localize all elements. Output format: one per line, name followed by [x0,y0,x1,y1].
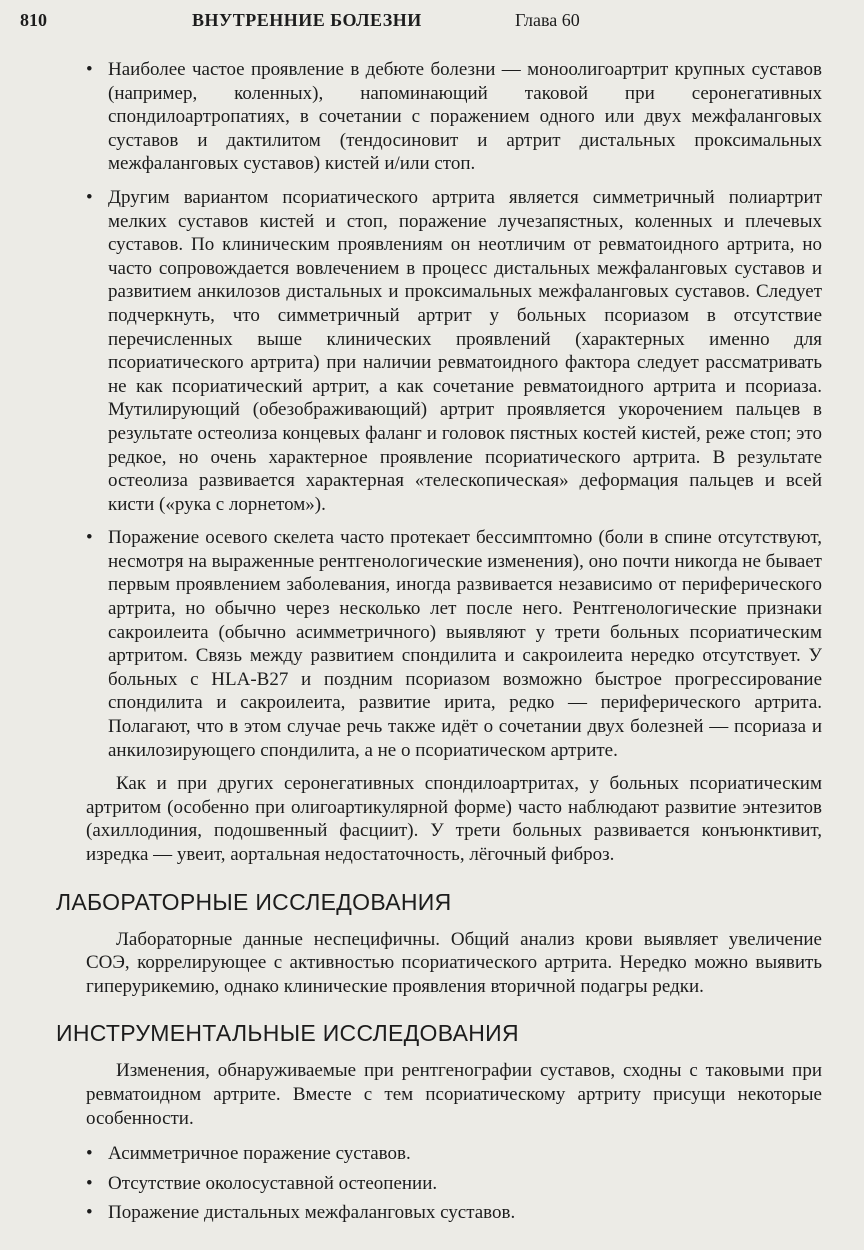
chapter-label: Глава 60 [515,10,580,30]
clinical-forms-list [86,58,822,762]
page-number: 810 [20,10,47,30]
book-title: ВНУТРЕННИЕ БОЛЕЗНИ [192,10,422,30]
lab-section-heading: ЛАБОРАТОРНЫЕ ИССЛЕДОВАНИЯ [56,888,452,915]
list-item: • Отсутствие околосуставной остеопении. [86,1172,822,1196]
list-item: • Поражение осевого скелета часто протекает бессимптомно (боли в спине отсутствуют, несмотря на выраженные рентгенологические изменения), оно почти никогда не бывает первым проявлением заболевания, иногда развивается независимо от периферического артрита, но обычно через несколько лет после него. Рентгенологические признаки сакроилеита (обычно асимметричного) выявляют у трети больных псориатическим артритом. Связь между развитием спондилита и сакроилеита нередко отсутствует. У больных с HLA-B27 и поздним псориазом возможно быстрое прогрессирование спондилита и сакроилеита, развитие ирита, редко — периферического артрита. Полагают, что в этом случае речь также идёт о сочетании двух болезней — псориаза и анкилозирующего спондилита, а не о псориатическом артрите. [86,526,822,762]
xray-features-list [86,1142,822,1225]
running-head [20,6,844,34]
list-item: • Асимметричное поражение суставов. [86,1142,822,1166]
list-item: • Другим вариантом псориатического артрита является симметричный полиартрит мелких суставов кистей и стоп, поражение лучезапястных, коленных и плечевых суставов. По клиническим проявлениям он неотличим от ревматоидного артрита, но часто сопровождается вовлечением в процесс дистальных межфаланговых суставов и развитием анкилозов дистальных и проксимальных межфаланговых суставов. Следует подчеркнуть, что симметричный артрит у больных псориазом в отсутствие перечисленных выше клинических проявлений (характерных именно для псориатического артрита) при наличии ревматоидного фактора следует рассматривать не как псориатический артрит, а как сочетание ревматоидного артрита и псориаза. Мутилирующий (обезображивающий) артрит проявляется укорочением пальцев в результате остеолиза концевых фаланг и головок пястных костей кистей, реже стоп; это редкое, но очень характерное проявление псориатического артрита. В результате остеолиза развивается характерная «телескопическая» деформация пальцев и всей кисти («рука с лорнетом»). [86,186,822,516]
list-item: • Поражение дистальных межфаланговых суставов. [86,1201,822,1225]
instrumental-section-heading: ИНСТРУМЕНТАЛЬНЫЕ ИССЛЕДОВАНИЯ [56,1020,519,1047]
list-item: • Наиболее частое проявление в дебюте болезни — моноолигоартрит крупных суставов (например, коленных), напоминающий таковой при серонегативных спондилоартропатиях, в сочетании с поражением одного или двух межфаланговых суставов и дактилитом (тендосиновит и артрит дистальных проксимальных межфаланговых суставов) кистей и/или стоп. [86,58,822,176]
instrumental-section-text: Изменения, обнаруживаемые при рентгенографии суставов, сходны с таковыми при ревматоидном артрите. Вместе с тем псориатическому артриту присущи некоторые особенности. [86,1060,822,1129]
enthesitis-paragraph: Как и при других серонегативных спондилоартритах, у больных псориатическим артритом (особенно при олигоартикулярной форме) часто наблюдают развитие энтезитов (ахиллодиния, подошвенный фасциит). У трети больных развивается конъюнктивит, изредка — увеит, аортальная недостаточность, лёгочный фиброз. [86,773,822,865]
page-content [56,58,822,1231]
lab-section-text: Лабораторные данные неспецифичны. Общий анализ крови выявляет увеличение СОЭ, коррелирующее с активностью псориатического артрита. Нередко можно выявить гиперурикемию, однако клинические проявления вторичной подагры редки. [86,928,822,997]
